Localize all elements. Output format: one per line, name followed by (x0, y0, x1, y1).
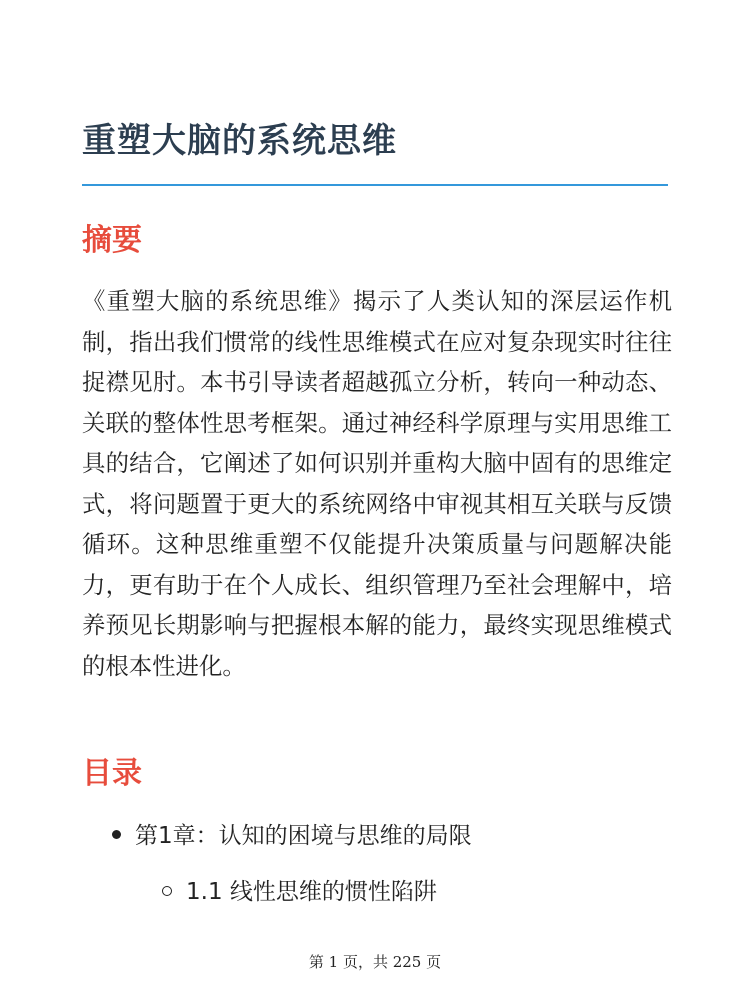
toc-heading: 目录 (82, 756, 142, 791)
title-divider (82, 184, 668, 186)
toc-chapter-1[interactable] (112, 818, 472, 854)
page-title: 重塑大脑的系统思维 (82, 121, 397, 161)
page-footer: 第 1 页，共 225 页 (308, 953, 442, 971)
toc-chapter-1-label: 第1章：认知的困境与思维的局限 (135, 823, 472, 849)
bullet-disc-icon (112, 830, 121, 839)
abstract-heading: 摘要 (82, 223, 142, 258)
toc-section-1-1[interactable] (162, 874, 437, 910)
toc-section-1-1-label: 1.1 线性思维的惯性陷阱 (186, 879, 437, 905)
bullet-circle-icon (162, 886, 172, 896)
abstract-paragraph: 《重塑大脑的系统思维》揭示了人类认知的深层运作机制，指出我们惯常的线性思维模式在应对复杂现实时往往捉襟见肘。本书引导读者超越孤立分析，转向一种动态、关联的整体性思考框架。通过神经科学原理与实用思维工具的结合，它阐述了如何识别并重构大脑中固有的思维定式，将问题置于更大的系统网络中审视其相互关联与反馈循环。这种思维重塑不仅能提升决策质量与问题解决能力，更有助于在个人成长、组织管理乃至社会理解中，培养预见长期影响与把握根本解的能力，最终实现思维模式的根本性进化。 (82, 287, 672, 680)
